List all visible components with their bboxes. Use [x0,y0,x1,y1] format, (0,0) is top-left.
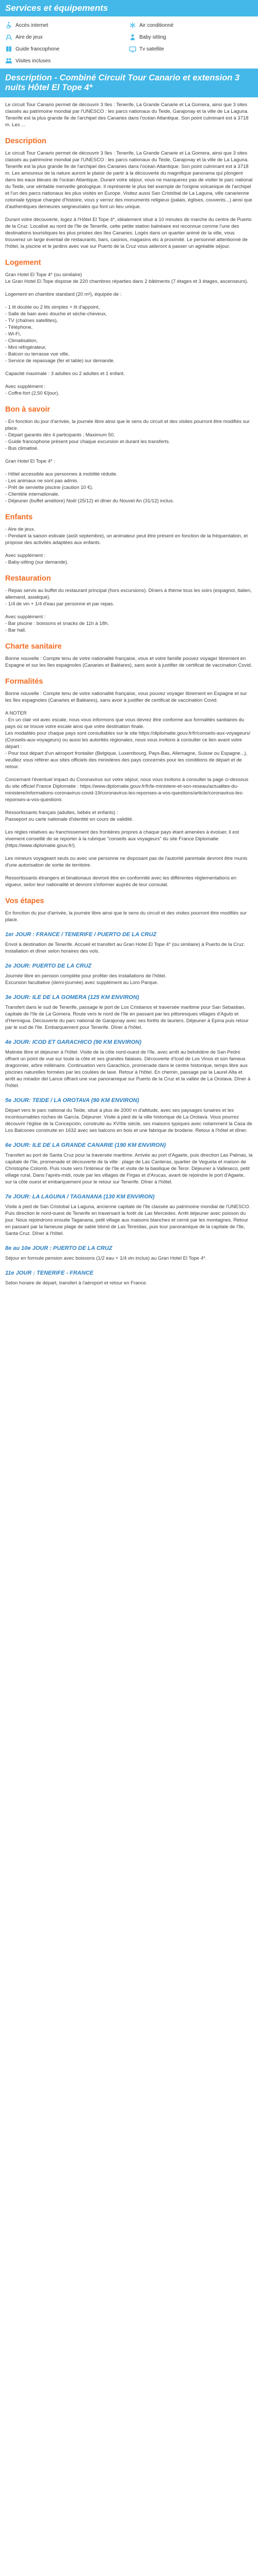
intro-paragraph: Le circuit Tour Canario permet de découvrir 3 îles : Tenerife, La Grande Canarie et La Gomera, ainsi que 3 sites classés au patrimoine mondial par l'UNESCO : les parcs nationaux du Teide, Garajonay et la ville de La Laguna. Tenerife est la plus grande île de l'archipel des Canaries dans l'océan Atlantique. Son point culminant est à 3718 m. Les ... [5,102,249,128]
service-item-visits [5,57,129,64]
services-title: Services et équipements [5,3,108,13]
formalites-paragraph: A NOTER - En un clair vol avec escale, nous vous informons que vous devrez être conforme aux formalités sanitaires du pays où se trouve votre escale ainsi que votre destination finale. Les modalités pour chaque pays sont consultables sur le site https://diplomatie.gouv.fr/fr/conseils-aux-voyageurs/ (Conseils-aux-voyageurs) ou aussi les autorités régionales, nous vous invitons à consulter ce lien avant votre départ : - Pour tout départ d'un aéroport frontalier (Belgique, Luxembourg, Pays-Bas, Allemagne, Suisse ou Espagne...), veuillez vous référer aux sites officiels des ministères des pays concernés pour les conditions de départ et de retour. [5,710,251,770]
section-etapes-title: Vos étapes [5,897,44,905]
section-bonavoir-title: Bon à savoir [5,405,51,414]
section-formalites-title: Formalités [5,677,43,686]
service-label: Visites incluses [15,58,51,64]
day-title: 5e JOUR: TEIDE / LA OROTAVA (90 KM ENVIRON) [5,1097,139,1104]
day-title: 3e JOUR: ILE DE LA GOMERA (125 KM ENVIRON) [5,994,139,1001]
day-paragraph: Visite à pied de San Cristobal La Laguna, ancienne capitale de l'île classée au patrimoine mondial de l'UNESCO. Puis direction le nord-ouest de Tenerife en traversant la forêt de Las Mercedes. Arrêt déjeuner avec poisson du jour. Nous rejoindrons ensuite Taganana, petit village aux maisons blanches et cerné par les montagnes. Retour en passant par la fameuse plage de sable blond de Las Teresitas, puis tour panoramique de la capitale de l'île, Santa Cruz. Dîner à l'hôtel. [5,1204,251,1236]
services-banner [0,0,258,16]
section-enfants-title: Enfants [5,513,33,521]
snowflake-icon [129,22,136,29]
formalites-paragraph: Concernant l'éventuel impact du Coronavirus sur votre séjour, nous vous invitons à consulter la page ci-dessous du site officiel France Diplomatie : https://www.diplomatie.gouv.fr/fr/le-ministere-et-son-reseau/actualites-du-ministere/informations-coronavirus-covid-19/coronavirus-les-reponses-a-vos-questions/article/coronavirus-les-reponses-a-vos-questions [5,777,249,803]
etapes-paragraph: En fonction du jour d'arrivée, la journée libre ainsi que le sens du circuit et des visites pourront être modifiés sur place. [5,910,247,923]
description-paragraph: Durant votre découverte, logez à l'Hôtel El Tope 4*, idéalement situé à 10 minutes de marche du centre de Puerto de la Cruz. Localisé au nord de l'île de Tenerife, cette petite station balnéaire est reconnue comme l'une des destinations touristiques les plus prisées des îles Canaries. Logés dans un quartier animé de la ville, vous trouverez un large éventail de restaurants, bars, casinos, magasins etc à proximité. Le personnel attentionné de l'hôtel, la piscine et le jardins avec vue sur Puerto de la Cruz vous aideront à passer un agréable séjour. [5,217,252,249]
logement-list: - 1 lit double ou 2 lits simples + lit d'appoint, - Salle de bain avec douche et sèche-cheveux, - TV (chaînes satellites), - Téléphone, - Wi-Fi, - Climatisation, - Mini réfrigérateur, - Balcon ou terrasse vue ville, - Service de repassage (fer et table) sur demande. [5,304,115,364]
playground-icon [5,33,12,41]
day-paragraph: Départ vers le parc national du Teide, situé à plus de 2000 m d'altitude, avec ses paysages lunaires et les incontournables roches de García. Déjeuner. Visite à pied de la ville historique de La Orotava. Vous pourrez découvrir l'église de la Concepción, construite au XVIIIe siècle, ses maisons typiques avec notamment la Casa de Los Balcones construite en 1632 avec ses balcons en bois et une fabrique de broderie. Retour à l'hôtel et dîner. [5,1108,252,1133]
tv-icon [129,45,136,53]
service-label: Aire de jeux [15,34,43,40]
service-item-playground [5,33,129,41]
day-title: 2e JOUR: PUERTO DE LA CRUZ [5,963,92,969]
baby-icon [129,33,136,41]
description-paragraph: Le circuit Tour Canario permet de découvrir 3 îles : Tenerife, La Grande Canarie et La Gomera, ainsi que 3 sites classés au patrimoine mondial par l'UNESCO : les parcs nationaux du Teide, Garajonay et la ville de La Laguna. Tenerife est la plus grande île de l'archipel des Canaries dans l'océan Atlantique. Son point culminant est à 3718 m. Les amoureux de la nature auront le plaisir de partir à la découverte du magnifique panorama qui plongent dans les eaux bleues de l'océan Atlantique. Durant votre séjour, vous ne manquerez pas de visiter le parc national du Teide, une véritable merveille géologique. Il représente le plus bel exemple de l'origine volcanique de l'archipel et l'un des parcs nationaux les plus visités en Europe. Visitez aussi San Cristóbal de La Laguna, ville canarienne coloniale typique chargée d'histoire, vous y verrez des monuments religieux (palais, églises, couvents...) ainsi que d'authentiques demeures seigneuriales qui font un lieu unique. [5,150,253,210]
day-title: 4e JOUR: ICOD ET GARACHICO (90 KM ENVIRON) [5,1039,142,1045]
services-grid [0,16,258,69]
formalites-paragraph: Ressortissants étrangers et binationaux devront être en conformité avec les différentes réglementations en vigueur, selon leur nationalité et devront s'informer auprès de leur consulat. [5,875,237,888]
formalites-paragraph: Ressortissants français (adultes, bébés et enfants) : Passeport ou carte nationale d'identité en cours de validité. [5,810,134,822]
day-title: 8e au 10e JOUR : PUERTO DE LA CRUZ [5,1245,112,1251]
service-label: Accès internet [15,22,49,28]
charte-paragraph: Bonne nouvelle : Compte tenu de votre nationalité française, vous et votre famille pouvez voyager librement en Espagne et sur les îles espagnoles (Canaries et Baléares), sans avoir à justifier de certificat de vaccination Covid. [5,656,252,668]
book-icon [5,45,12,53]
service-item-ac [129,22,253,29]
bonavoir-paragraph: - En fonction du jour d'arrivée, la journée libre ainsi que le sens du circuit et des visites pourront être modifiés sur place. - Départ garantis dès 4 participants ; Maximum 50. - Guide francophone présent pour chaque excursion et durant les transferts. - Bus climatisé. [5,419,250,451]
resto-paragraph: - Repas servis au buffet du restaurant principal (hors excursions). Dîners à thème tous les soirs (espagnol, italien, allemand, asiatique). - 1/4 de vin + 1/4 d'eau par personne et par repas. [5,588,252,607]
people-icon [5,57,12,64]
description-banner [0,69,258,97]
day-title: 6e JOUR: ILE DE LA GRANDE CANARIE (190 KM ENVIRON) [5,1142,166,1148]
day-paragraph: Matinée libre et déjeuner à l'hôtel. Visite de la côte nord-ouest de l'île, avec arrêt au belvédère de San Pedro offrant un point de vue sur toute la côte et ses grandes falaises. Découverte d'Icod de Los Vinos et son fameux dragonnier, arbre millénaire. Continuation vers Garachico, promenade dans le centre historique, temps libre aux piscines naturelles formées par les coulées de lave. Retour à l'hôtel. En chemin, passage par la Laurel Alta et arrêt au mirador del Lance offrant une vue panoramique sur Puerto de la Cruz et la vallée de La Orotava. Dîner à l'hôtel. [5,1049,251,1089]
day-paragraph: Transfert au port de Santa Cruz pour la traversée maritime. Arrivée au port d'Agaete, puis direction Las Palmas, la capitale de l'île, promenade et découverte de la ville : plage de Las Canteras, quartier de Vegueta et maison de Christophe Colomb. Puis route vers l'intérieur de l'île et visite de la basilique de Teror. Déjeuner à Valleseco, petit village rural. Dans l'après-midi, route par les villages de Firgas et d'Arucas, avant de rejoindre le port d'Agaete, sur la côte ouest et embarquement pour le retour sur Tenerife. Dîner à l'hôtel. [5,1153,253,1185]
service-label: Guide francophone [15,46,60,52]
service-item-guide [5,45,129,53]
resto-paragraph: Avec supplément : - Bar piscine : boissons et snacks de 11h à 18h. - Bar hall. [5,614,109,633]
day-title: 1er JOUR : FRANCE / TENERIFE / PUERTO DE LA CRUZ [5,931,157,938]
day-paragraph: Séjour en formule pension avec boissons (1/2 eau + 1/4 vin inclus) au Gran Hotel El Tope 4*. [5,1256,207,1261]
day-title: 7e JOUR: LA LAGUNA / TAGANANA (130 KM ENVIRON) [5,1194,155,1200]
service-item-tv [129,45,253,53]
section-restauration-title: Restauration [5,574,51,583]
enfants-paragraph: Avec supplément : - Baby-sitting (sur demande). [5,553,69,565]
bonavoir-paragraph: - Hôtel accessible aux personnes à mobilité réduite. - Les animaux ne sont pas admis. - Prêt de serviette piscine (caution 10 €). - Clientèle internationale. - Déjeuner (buffet améliore) Noël (25/12) et dîner du Nouvel An (31/12) inclus. [5,471,174,504]
logement-paragraph: Logement en chambre standard (20 m²), équipée de : [5,292,122,297]
main-content [0,97,258,1286]
bonavoir-paragraph: Gran Hotel El Tope 4* : [5,459,55,464]
logement-paragraph: Gran Hotel El Tope 4* (ou similaire) Le Gran Hotel El Tope dispose de 220 chambres réparties dans 2 bâtiments (7 étages et 3 étages, ascenseurs). [5,272,248,284]
description-banner-title: Description - Combiné Circuit Tour Canario et extension 3 nuits Hôtel El Tope 4* [5,73,240,92]
logement-paragraph: Capacité maximale : 3 adultes ou 2 adultes et 1 enfant. [5,371,125,377]
formalites-paragraph: Les mineurs voyageant seuls ou avec une personne ne disposant pas de l'autorité parentale devront être munis d'une autorisation de sortie de territoire. [5,856,248,868]
section-logement-title: Logement [5,259,41,267]
service-item-babysitting [129,33,253,41]
formalites-paragraph: Bonne nouvelle : Compte tenu de votre nationalité française, vous pouvez voyager librement en Espagne et sur les îles espagnoles (Canaries et Baléares), sans avoir à justifier de certificat de vaccination Covid. [5,691,247,703]
service-label: Tv satellite [139,46,164,52]
logement-paragraph: Avec supplément : - Coffre-fort (2,50 €/jour). [5,384,59,396]
day-paragraph: Journée libre en pension complète pour profiter des installations de l'hôtel. Excursion facultative (demi-journée) avec supplément au Loro Parque. [5,973,167,986]
day-paragraph: Transfert dans le sud de Tenerife, passage le port de Los Cristianos et traversée maritime pour San Sebastian, capitale de l'île de La Gomera. Route vers le nord de l'île en passant par les pittoresques villages d'Agulo et d'Hermigua. Découverte du parc national de Garajonay avec ses forêts de lauriers. Déjeuner à Epina puis retour par le sud de l'île. Embarquement pour Tenerife. Dîner à l'hôtel. [5,1005,249,1030]
day-paragraph: Envol à destination de Tenerife. Accueil et transfert au Gran Hotel El Tope 4* (ou similaire) à Puerto de la Cruz. Installation et dîner selon horaires des vols. [5,942,245,954]
day-title: 11e JOUR : TENERIFE - FRANCE [5,1270,93,1276]
enfants-paragraph: - Aire de jeux. - Pendant la saison estivale (août septembre), un animateur peut être présent en fonction de la fréquentation, et propose des activités adaptées aux enfants. [5,527,248,546]
service-item-internet [5,22,129,29]
service-label: Air conditionné [139,22,174,28]
day-paragraph: Selon horaire de départ, transfert à l'aéroport et retour en France. [5,1280,148,1286]
service-label: Baby sitting [139,34,166,40]
section-description-title: Description [5,137,46,145]
wheelchair-icon [5,22,12,29]
formalites-paragraph: Les règles relatives au franchissement des frontières propres à chaque pays étant amenées à évoluer, il est vivement conseillé de se reporter à la rubrique "conseils aux voyageurs" du site France Diplomatie (https://www.diplomatie.gouv.fr/). [5,829,239,849]
section-charte-title: Charte sanitaire [5,642,62,651]
